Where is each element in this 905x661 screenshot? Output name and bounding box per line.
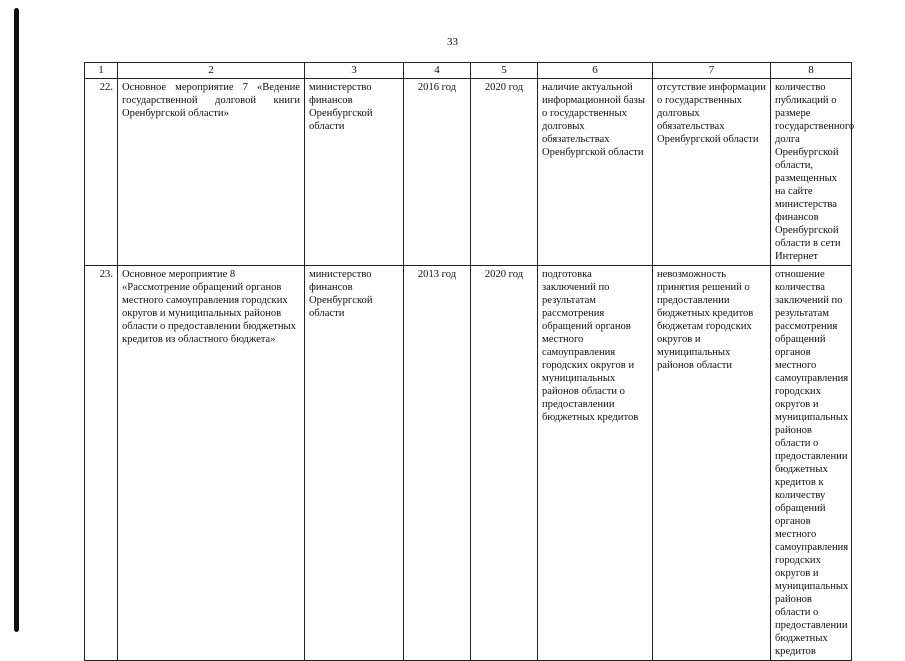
expected-result: наличие актуальной информационной базы о государственных долговых обязательствах Оренбургской области [538, 79, 653, 266]
non-implementation-consequence: отсутствие информации о государственных долговых обязательствах Оренбургской области [653, 79, 771, 266]
column-header: 8 [771, 63, 852, 79]
measure-name: Основное мероприятие 7 «Ведение государственной долговой книги Оренбургской области» [118, 79, 305, 266]
end-year: 2020 год [471, 79, 538, 266]
column-header: 1 [85, 63, 118, 79]
non-implementation-consequence: невозможность принятия решений о предоставлении бюджетных кредитов бюджетам городских округов и муниципальных районов области [653, 266, 771, 661]
related-indicator: количество публикаций о размере государственного долга Оренбургской области, размещенных на сайте министерства финансов Оренбургской области в сети Интернет [771, 79, 852, 266]
scan-edge-mark [14, 8, 19, 632]
column-header: 3 [305, 63, 404, 79]
executor: министерство финансов Оренбургской области [305, 79, 404, 266]
column-header: 5 [471, 63, 538, 79]
table-header-row [85, 63, 852, 79]
start-year: 2013 год [404, 266, 471, 661]
column-header: 7 [653, 63, 771, 79]
related-indicator: отношение количества заключений по результатам рассмотрения обращений органов местного самоуправления городских округов и муниципальных районов области о предоставлении бюджетных кредитов к количеству обращений органов местного самоуправления городских округов и муниципальных районов области о предоставлении бюджетных кредитов [771, 266, 852, 661]
measure-name: Основное мероприятие 8 «Рассмотрение обращений органов местного самоуправления городских округов и муниципальных районов области о предоставлении бюджетных кредитов из областного бюджета» [118, 266, 305, 661]
expected-result: подготовка заключений по результатам рассмотрения обращений органов местного самоуправления городских округов и муниципальных районов области о предоставлении бюджетных кредитов [538, 266, 653, 661]
column-header: 6 [538, 63, 653, 79]
row-number: 23. [85, 266, 118, 661]
end-year: 2020 год [471, 266, 538, 661]
start-year: 2016 год [404, 79, 471, 266]
page-number: 33 [447, 36, 458, 48]
column-header: 2 [118, 63, 305, 79]
executor: министерство финансов Оренбургской области [305, 266, 404, 661]
table-row [85, 79, 852, 266]
column-header: 4 [404, 63, 471, 79]
table-row [85, 266, 852, 661]
row-number: 22. [85, 79, 118, 266]
measures-table [84, 62, 855, 661]
